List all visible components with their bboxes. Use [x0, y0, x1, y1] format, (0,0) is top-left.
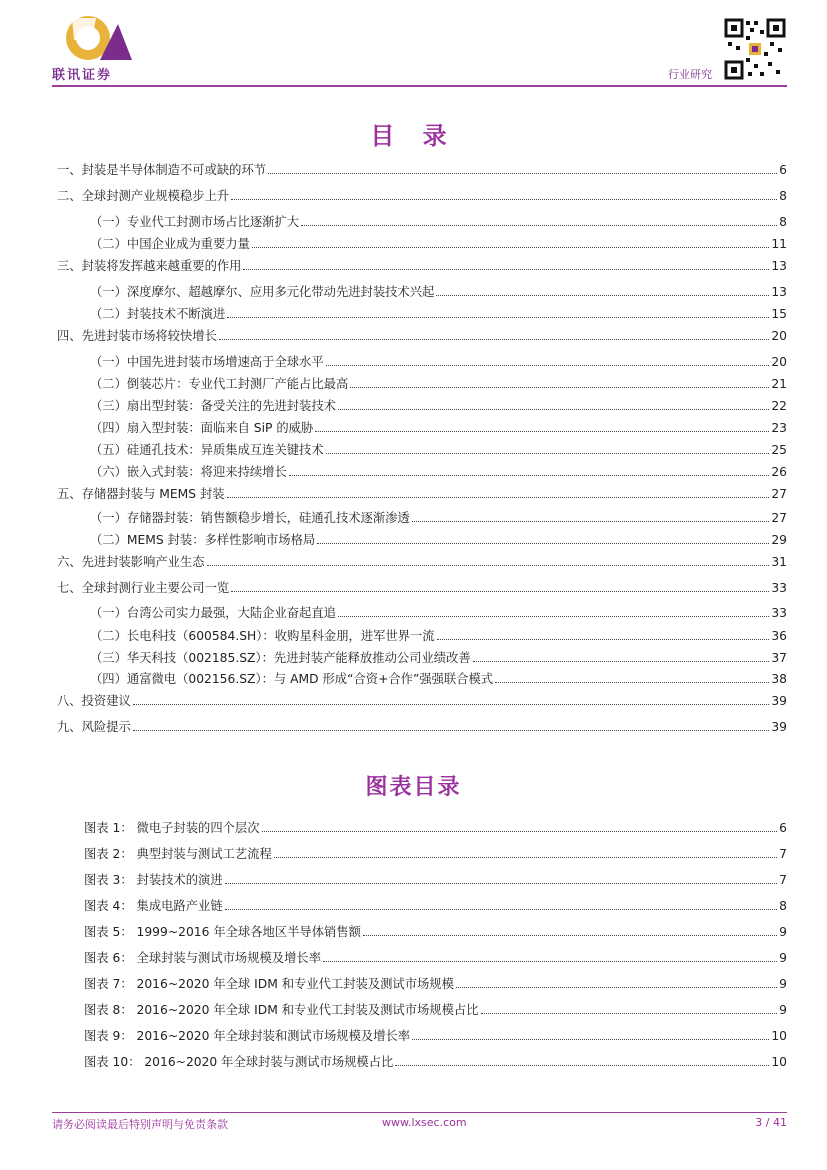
dot-leader [323, 961, 777, 962]
toc-entry-page: 33 [771, 581, 787, 595]
toc-entry-page: 25 [771, 443, 787, 457]
toc-entry-page: 15 [771, 307, 787, 321]
dot-leader [207, 565, 770, 566]
figure-entry-page: 10 [771, 1029, 787, 1043]
dot-leader [274, 857, 777, 858]
dot-leader [326, 453, 770, 454]
dot-leader [227, 317, 769, 318]
figure-entry-label: 图表 9： 2016~2020 年全球封装和测试市场规模及增长率 [84, 1029, 411, 1043]
dot-leader [231, 591, 769, 592]
toc-entry-page: 33 [771, 606, 787, 620]
figure-entry-label: 图表 4： 集成电路产业链 [84, 899, 223, 913]
toc-entry-label: （一）深度摩尔、超越摩尔、应用多元化带动先进封装技术兴起 [90, 285, 435, 299]
dot-leader [456, 987, 777, 988]
toc-entry[interactable] [57, 693, 787, 709]
toc-entry-page: 39 [771, 694, 787, 708]
toc-entry-page: 29 [771, 533, 787, 547]
figure-entry-label: 图表 1： 微电子封装的四个层次 [84, 821, 260, 835]
toc-entry-page: 23 [771, 421, 787, 435]
figure-entry[interactable] [84, 820, 787, 836]
dot-leader [289, 475, 770, 476]
toc-entry-page: 26 [771, 465, 787, 479]
toc-entry[interactable] [90, 354, 787, 370]
toc-entry-label: （二）MEMS 封装：多样性影响市场格局 [90, 533, 316, 547]
toc-entry[interactable] [57, 162, 787, 178]
figure-entry-page: 7 [779, 847, 787, 861]
toc-entry-label: （一）中国先进封装市场增速高于全球水平 [90, 355, 324, 369]
figure-entry-page: 9 [779, 925, 787, 939]
toc-entry-page: 37 [771, 651, 787, 665]
toc-entry[interactable] [57, 719, 787, 735]
toc-entry[interactable] [90, 510, 787, 526]
dot-leader [412, 1039, 769, 1040]
toc-entry-page: 6 [779, 163, 787, 177]
figure-entry-page: 7 [779, 873, 787, 887]
figure-entry[interactable] [84, 950, 787, 966]
toc-entry[interactable] [90, 398, 787, 414]
figure-entry-page: 9 [779, 1003, 787, 1017]
figure-entry-label: 图表 2： 典型封装与测试工艺流程 [84, 847, 272, 861]
dot-leader [227, 497, 770, 498]
dot-leader [395, 1065, 769, 1066]
toc-entry-label: 一、封装是半导体制造不可或缺的环节 [57, 163, 267, 177]
dot-leader [243, 269, 769, 270]
toc-entry[interactable] [90, 650, 787, 666]
toc-entry-label: 九、风险提示 [57, 720, 131, 734]
toc-entry[interactable] [57, 258, 787, 274]
toc-entry[interactable] [90, 236, 787, 252]
toc-entry-label: 二、全球封测产业规模稳步上升 [57, 189, 230, 203]
toc-entry[interactable] [90, 420, 787, 436]
toc-entry-page: 13 [771, 259, 787, 273]
dot-leader [315, 431, 769, 432]
toc-entry-label: 八、投资建议 [57, 694, 131, 708]
figure-entry-page: 9 [779, 977, 787, 991]
figure-entry[interactable] [84, 872, 787, 888]
dot-leader [338, 409, 769, 410]
page-footer [52, 1112, 787, 1134]
toc-title: 目 录 [370, 122, 457, 150]
toc-entry[interactable] [90, 214, 787, 230]
toc-entry-label: （二）封装技术不断演进 [90, 307, 226, 321]
toc-entry[interactable] [57, 580, 787, 596]
dot-leader [219, 339, 769, 340]
toc-entry-page: 21 [771, 377, 787, 391]
toc-entry[interactable] [90, 284, 787, 300]
figure-entry[interactable] [84, 1028, 787, 1044]
toc-entry-label: （二）倒装芯片：专业代工封测厂产能占比最高 [90, 377, 349, 391]
footer-divider [52, 1112, 787, 1113]
disclaimer-link[interactable]: 请务必阅读最后特别声明与免责条款 [52, 1118, 228, 1131]
toc-entry[interactable] [90, 306, 787, 322]
toc-entry-label: 七、全球封测行业主要公司一览 [57, 581, 230, 595]
toc-entry-label: （三）华天科技（002185.SZ）：先进封装产能释放推动公司业绩改善 [90, 651, 471, 665]
toc-entry-page: 36 [771, 629, 787, 643]
toc-entry[interactable] [90, 532, 787, 548]
page-header [0, 0, 827, 92]
toc-entry[interactable] [57, 328, 787, 344]
toc-entry[interactable] [90, 442, 787, 458]
toc-entry[interactable] [90, 464, 787, 480]
toc-entry-label: 六、先进封装影响产业生态 [57, 555, 205, 569]
toc-entry-label: （四）通富微电（002156.SZ）：与 AMD 形成“合资+合作”强强联合模式 [90, 672, 494, 686]
figure-entry-page: 8 [779, 899, 787, 913]
figure-entry-label: 图表 10： 2016~2020 年全球封装与测试市场规模占比 [84, 1055, 394, 1069]
toc-entry-page: 11 [771, 237, 787, 251]
dot-leader [473, 661, 770, 662]
toc-entry-label: （二）中国企业成为重要力量 [90, 237, 250, 251]
dot-leader [225, 883, 778, 884]
figure-entry-page: 6 [779, 821, 787, 835]
toc-entry-page: 20 [771, 355, 787, 369]
dot-leader [350, 387, 769, 388]
dot-leader [225, 909, 778, 910]
toc-entry[interactable] [90, 605, 787, 621]
toc-entry-page: 22 [771, 399, 787, 413]
toc-entry[interactable] [90, 671, 787, 687]
dot-leader [481, 1013, 778, 1014]
dot-leader [363, 935, 777, 936]
figures-toc-title: 图表目录 [365, 775, 462, 800]
dot-leader [133, 730, 770, 731]
toc-entry-label: （一）存储器封装：销售额稳步增长，硅通孔技术逐渐渗透 [90, 511, 410, 525]
toc-entry-label: （一）台湾公司实力最强，大陆企业奋起直追 [90, 606, 336, 620]
figure-entry-label: 图表 6： 全球封装与测试市场规模及增长率 [84, 951, 321, 965]
toc-entry-page: 8 [779, 215, 787, 229]
dot-leader [268, 173, 777, 174]
toc-entry-page: 27 [771, 487, 787, 501]
dot-leader [436, 295, 769, 296]
toc-entry-label: 三、封装将发挥越来越重要的作用 [57, 259, 242, 273]
toc-entry-label: （三）扇出型封装：备受关注的先进封装技术 [90, 399, 336, 413]
toc-entry-page: 13 [771, 285, 787, 299]
figure-entry[interactable] [84, 846, 787, 862]
figure-entry[interactable] [84, 898, 787, 914]
dot-leader [495, 682, 769, 683]
dot-leader [252, 247, 769, 248]
figure-entry[interactable] [84, 1054, 787, 1070]
toc-entry-label: （四）扇入型封装：面临来自 SiP 的威胁 [90, 421, 314, 435]
toc-entry[interactable] [90, 376, 787, 392]
figure-entry-page: 9 [779, 951, 787, 965]
figure-entry-label: 图表 8： 2016~2020 年全球 IDM 和专业代工封装及测试市场规模占比 [84, 1003, 479, 1017]
figure-entry-label: 图表 3： 封装技术的演进 [84, 873, 223, 887]
dot-leader [412, 521, 770, 522]
dot-leader [326, 365, 770, 366]
toc-entry[interactable] [57, 188, 787, 204]
toc-entry-label: （五）硅通孔技术：异质集成互连关键技术 [90, 443, 324, 457]
company-logo-text: 联讯证券 [52, 68, 113, 83]
website-link[interactable]: www.lxsec.com [382, 1116, 467, 1129]
qr-code-icon [724, 18, 786, 80]
figure-entry[interactable] [84, 924, 787, 940]
figure-entry-page: 10 [771, 1055, 787, 1069]
toc-entry-label: （二）长电科技（600584.SH）：收购星科金朋，进军世界一流 [90, 629, 435, 643]
toc-entry-page: 39 [771, 720, 787, 734]
toc-entry[interactable] [57, 554, 787, 570]
dot-leader [338, 616, 769, 617]
report-type-label: 行业研究 [668, 68, 712, 81]
toc-entry-label: （六）嵌入式封装：将迎来持续增长 [90, 465, 287, 479]
figure-entry-label: 图表 5： 1999~2016 年全球各地区半导体销售额 [84, 925, 361, 939]
header-divider [52, 85, 787, 87]
page-number: 3 / 41 [755, 1116, 787, 1129]
toc-entry-label: 五、存储器封装与 MEMS 封装 [57, 487, 225, 501]
dot-leader [262, 831, 778, 832]
dot-leader [231, 199, 777, 200]
toc-entry[interactable] [57, 486, 787, 502]
figure-entry[interactable] [84, 976, 787, 992]
dot-leader [317, 543, 769, 544]
toc-entry-page: 8 [779, 189, 787, 203]
figure-entry[interactable] [84, 1002, 787, 1018]
toc-entry-label: （一）专业代工封测市场占比逐渐扩大 [90, 215, 300, 229]
dot-leader [133, 704, 770, 705]
figure-entry-label: 图表 7： 2016~2020 年全球 IDM 和专业代工封装及测试市场规模 [84, 977, 454, 991]
dot-leader [301, 225, 777, 226]
toc-entry-page: 31 [771, 555, 787, 569]
toc-entry-page: 38 [771, 672, 787, 686]
toc-entry[interactable] [90, 628, 787, 644]
dot-leader [437, 639, 770, 640]
toc-entry-page: 27 [771, 511, 787, 525]
toc-entry-label: 四、先进封装市场将较快增长 [57, 329, 217, 343]
toc-entry-page: 20 [771, 329, 787, 343]
